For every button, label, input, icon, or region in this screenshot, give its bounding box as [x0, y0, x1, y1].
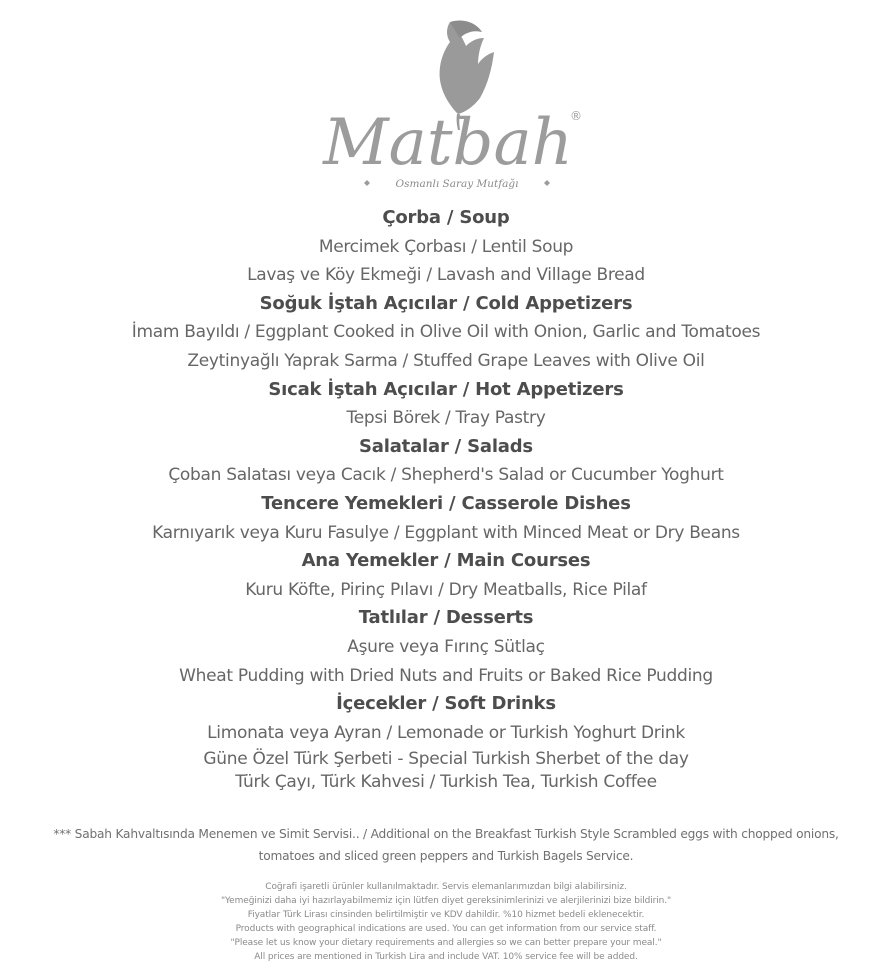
info-line: Products with geographical indications are used. You can get information from our service staff. — [235, 924, 657, 934]
menu-item: Kuru Köfte, Pirinç Pılavı / Dry Meatballs, Rice Pilaf — [245, 579, 647, 600]
menu-item: Türk Çayı, Türk Kahvesi / Turkish Tea, Turkish Coffee — [235, 772, 657, 793]
menu-item: Limonata veya Ayran / Lemonade or Turkish Yoghurt Drink — [207, 722, 685, 743]
info-line: Fiyatlar Türk Lirası cinsinden belirtilmiştir ve KDV dahildir. %10 hizmet bedeli eklenecektir. — [247, 910, 645, 920]
section-title-desserts: Tatlılar / Desserts — [358, 607, 534, 629]
section-title-soft-drinks: İçecekler / Soft Drinks — [336, 693, 556, 715]
menu-item: Mercimek Çorbası / Lentil Soup — [318, 236, 574, 257]
brand-name: Matbah — [323, 106, 573, 180]
menu-item: Aşure veya Fırınç Sütlaç — [347, 636, 545, 657]
section-title-casserole-dishes: Tencere Yemekleri / Casserole Dishes — [261, 492, 631, 514]
menu-item: Zeytinyağlı Yaprak Sarma / Stuffed Grape Leaves with Olive Oil — [187, 350, 705, 371]
menu-item: İmam Bayıldı / Eggplant Cooked in Olive Oil with Onion, Garlic and Tomatoes — [131, 322, 761, 343]
menu-item: Güne Özel Türk Şerbeti - Special Turkish Sherbet of the day — [203, 749, 689, 770]
info-line: All prices are mentioned in Turkish Lira and include VAT. 10% service fee will be added. — [254, 952, 638, 962]
menu-item: Lavaş ve Köy Ekmeği / Lavash and Village Bread — [247, 265, 645, 286]
menu-item: Karnıyarık veya Kuru Fasulye / Eggplant with Minced Meat or Dry Beans — [152, 522, 740, 543]
section-title-hot-appetizers: Sıcak İştah Açıcılar / Hot Appetizers — [268, 378, 624, 400]
menu-item: Çoban Salatası veya Cacık / Shepherd's Salad or Cucumber Yoghurt — [168, 465, 724, 486]
breakfast-note-line: tomatoes and sliced green peppers and Turkish Bagels Service. — [258, 849, 634, 863]
registered-mark: ® — [570, 109, 582, 123]
info-line: "Yemeğinizi daha iyi hazırlayabilmemiz için lütfen diyet gereksinimlerinizi ve alerjilerinizi bize bildirin." — [220, 896, 672, 906]
brand-logo — [0, 0, 892, 200]
section-title-main-courses: Ana Yemekler / Main Courses — [301, 550, 591, 572]
diamond-right-icon — [544, 180, 550, 186]
section-title-salads: Salatalar / Salads — [359, 435, 533, 457]
menu-item: Tepsi Börek / Tray Pastry — [346, 408, 546, 429]
info-line: Coğrafi işaretli ürünler kullanılmaktadır. Servis elemanlarımızdan bilgi alabilirsiniz. — [265, 882, 627, 892]
menu-list — [0, 204, 892, 793]
section-title-soup: Çorba / Soup — [382, 207, 510, 228]
tulip-logo-icon — [300, 6, 592, 196]
info-footer — [140, 880, 752, 964]
brand-tagline: Osmanlı Saray Mutfağı — [395, 178, 519, 190]
info-line: "Please let us know your dietary requirements and allergies so we can better prepare your meal." — [230, 938, 662, 948]
diamond-left-icon — [364, 180, 370, 186]
section-title-cold-appetizers: Soğuk İştah Açıcılar / Cold Appetizers — [259, 292, 633, 314]
breakfast-note — [40, 823, 852, 867]
menu-item: Wheat Pudding with Dried Nuts and Fruits or Baked Rice Pudding — [179, 665, 713, 686]
breakfast-note-line: *** Sabah Kahvaltısında Menemen ve Simit Servisi.. / Additional on the Breakfast Turkish Style Scrambled eggs with chopped onions, — [53, 827, 839, 841]
